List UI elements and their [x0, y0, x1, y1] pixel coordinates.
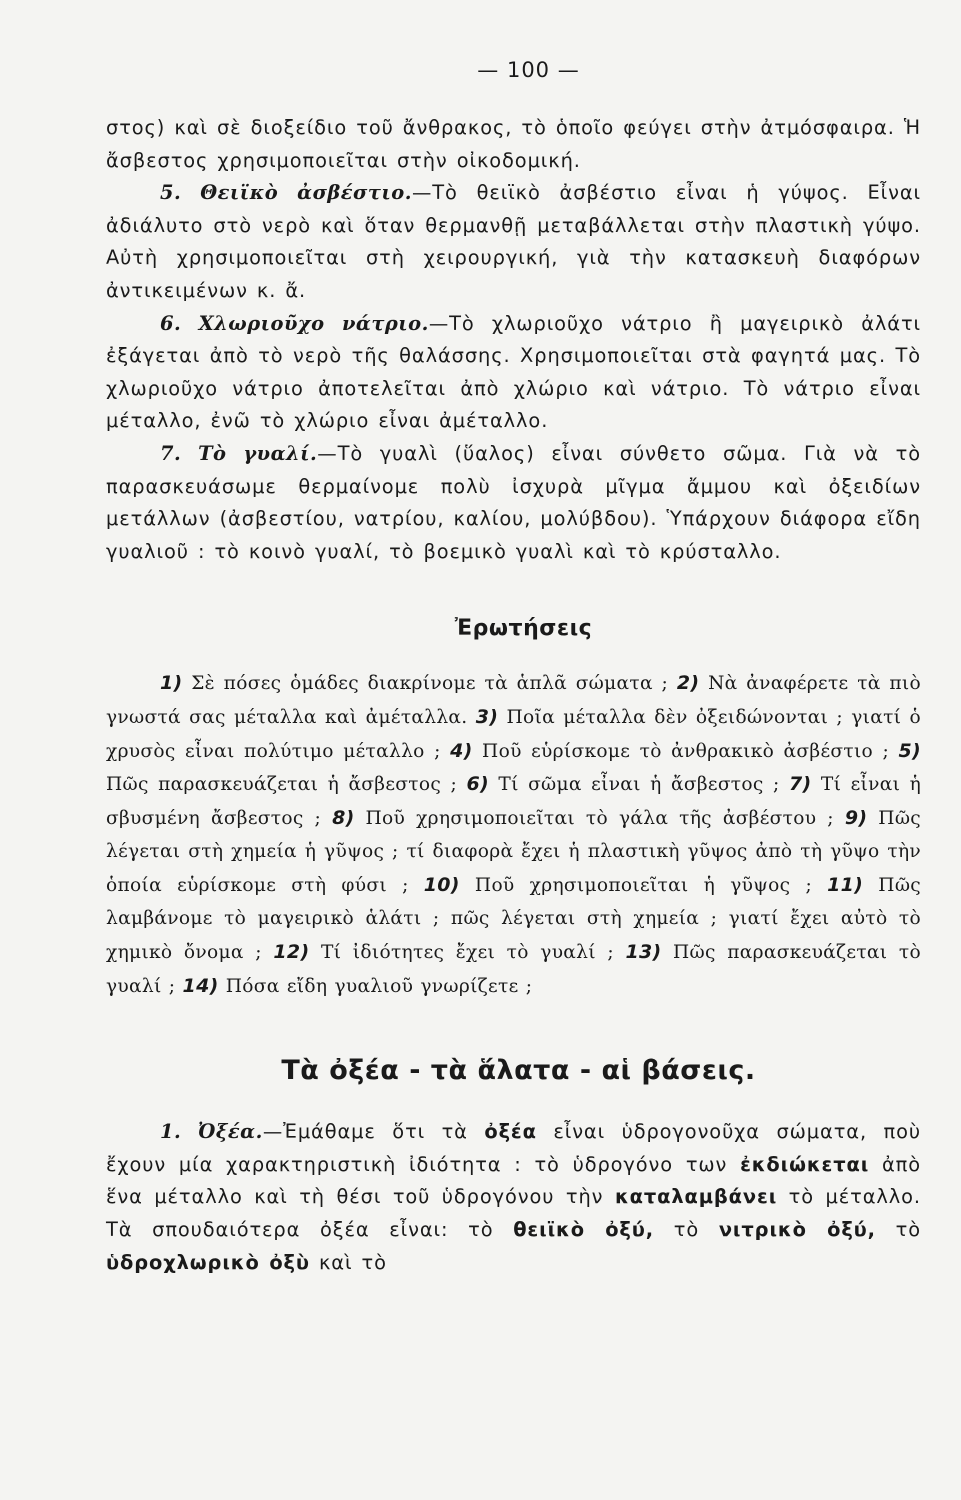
- acids-term: νιτρικὸ ὀξύ,: [718, 1218, 876, 1242]
- question-number: 1): [160, 672, 183, 695]
- acids-text: —Ἐμάθαμε ὅτι τὰ: [262, 1120, 485, 1144]
- chapter-body: [106, 1116, 921, 1279]
- acids-text: καὶ τὸ: [309, 1250, 387, 1274]
- question-text: Τί σῶμα εἶναι ἡ ἄσβεστος ;: [488, 774, 789, 796]
- section-5-heading: 5. Θειϊκὸ ἀσβέστιο.: [160, 181, 412, 205]
- question-number: 8): [332, 806, 355, 829]
- acids-term: καταλαμβάνει: [614, 1185, 778, 1209]
- question-text: Τί εἶναι ἡ σβυσμένη ἄσβεστος ;: [106, 774, 922, 829]
- questions-block: [106, 667, 921, 1003]
- question-number: 12): [273, 941, 310, 964]
- acids-text: εἶναι ὑδρογονοῦχα σώματα, ποὺ ἔχουν μία χαρακτηριστικὴ ἰδιότητα : τὸ ὑδρογόνο των: [106, 1120, 921, 1176]
- question-text: Πῶς λαμβάνομε τὸ μαγειρικὸ ἁλάτι ; πῶς λέγεται στὴ χημεία ; γιατί ἔχει αὐτὸ τὸ χημικὸ ὄνομα ;: [106, 874, 921, 964]
- question-text: Ποῦ χρησιμοποιεῖται τὸ γάλα τῆς ἀσβέστου ;: [354, 807, 845, 829]
- paragraph-acids: [106, 1116, 921, 1279]
- question-number: 5): [898, 739, 921, 762]
- question-text: Πῶς λέγεται στὴ χημεία ἡ γῦψος ; τί διαφορὰ ἔχει ἡ πλαστικὴ γῦψος ἀπὸ τὴ γῦψο τὴν ὁποία εὑρίσκομε στὴ φύσι ;: [106, 807, 921, 896]
- page-number: — 100 —: [477, 58, 580, 82]
- paragraph-section-6: [106, 308, 921, 438]
- question-number: 11): [827, 873, 864, 896]
- question-text: Ποῖα μέταλλα δὲν ὀξειδώνονται ; γιατί ὁ χρυσὸς εἶναι πολύτιμο μέταλλο ;: [106, 706, 921, 762]
- body-text: [106, 112, 921, 568]
- acids-heading: 1. Ὀξέα.: [160, 1120, 263, 1144]
- acids-term: ὑδροχλωρικὸ ὀξὺ: [106, 1250, 310, 1274]
- question-text: Ποῦ εὑρίσκομε τὸ ἀνθρακικὸ ἀσβέστιο ;: [472, 740, 899, 762]
- question-text: Τί ἰδιότητες ἔχει τὸ γυαλί ;: [309, 942, 626, 964]
- paragraph-section-7: [106, 438, 921, 568]
- acids-text: τὸ: [875, 1218, 922, 1242]
- questions-paragraph: [106, 667, 921, 1003]
- questions-heading: Ἐρωτήσεις: [454, 616, 593, 642]
- paragraph-intro: στος) καὶ σὲ διοξείδιο τοῦ ἄνθρακος, τὸ ὁποῖο φεύγει στὴν ἀτμόσφαιρα. Ἡ ἄσβεστος χρησιμοποιεῖται στὴν οἰκοδομική.: [106, 116, 921, 172]
- question-text: Πόσα εἴδη γυαλιοῦ γνωρίζετε ;: [218, 975, 533, 997]
- section-7-text: —Τὸ γυαλὶ (ὕαλος) εἶναι σύνθετο σῶμα. Γιὰ νὰ τὸ παρασκευάσωμε θερμαίνομε πολὺ ἰσχυρὰ μῖγμα ἄμμου καὶ ὀξειδίων μετάλλων (ἀσβεστίου, νατρίου, καλίου, μολύβδου). Ὑπάρχουν διάφορα εἴδη γυαλιοῦ : τὸ κοινὸ γυαλί, τὸ βοεμικὸ γυαλὶ καὶ τὸ κρύσταλλο.: [106, 441, 922, 563]
- section-6-heading: 6. Χλωριοῦχο νάτριο.: [160, 311, 429, 335]
- acids-text: τὸ μέταλλο. Τὰ σπουδαιότερα ὀξέα εἶναι: τὸ: [106, 1185, 921, 1242]
- question-text: Σὲ πόσες ὁμάδες διακρίνομε τὰ ἁπλᾶ σώματα ;: [182, 673, 677, 695]
- acids-term: θειϊκὸ ὀξύ,: [513, 1218, 655, 1242]
- acids-text: τὸ: [654, 1218, 719, 1242]
- question-number: 2): [676, 672, 700, 695]
- section-6-text: —Τὸ χλωριοῦχο νάτριο ἢ μαγειρικὸ ἀλάτι ἐξάγεται ἀπὸ τὸ νερὸ τῆς θαλάσσης. Χρησιμοποιεῖται στὰ φαγητά μας. Τὸ χλωριοῦχο νάτριο ἀποτελεῖται ἀπὸ χλώριο καὶ νάτριο. Τὸ νάτριο εἶναι μέταλλο, ἐνῶ τὸ χλώριο εἶναι ἀμέταλλο.: [106, 311, 921, 433]
- paragraph-section-5: [106, 177, 921, 307]
- question-number: 6): [466, 773, 489, 796]
- question-number: 4): [450, 739, 473, 762]
- section-7-heading: 7. Τὸ γυαλί.: [160, 441, 318, 465]
- acids-term: ἐκδιώκεται: [740, 1152, 870, 1176]
- question-number: 13): [625, 941, 662, 964]
- acids-text: ἀπὸ ἕνα μέταλλο καὶ τὴ θέσι τοῦ ὑδρογόνου τὴν: [106, 1152, 921, 1209]
- acids-term: ὀξέα: [484, 1120, 537, 1144]
- question-number: 10): [423, 873, 460, 896]
- question-text: Πῶς παρασκευάζεται ἡ ἄσβεστος ;: [106, 774, 467, 796]
- question-text: Πῶς παρασκευάζεται τὸ γυαλί ;: [106, 942, 921, 997]
- question-number: 9): [844, 806, 868, 829]
- section-5-text: —Τὸ θειϊκὸ ἀσβέστιο εἶναι ἡ γύψος. Εἶναι ἀδιάλυτο στὸ νερὸ καὶ ὅταν θερμανθῇ μεταβάλλεται στὴν πλαστικὴ γύψο. Αὐτὴ χρησιμοποιεῖται στὴ χειρουργική, γιὰ τὴν κατασκευὴ διαφόρων ἀντικειμένων κ. ἄ.: [106, 181, 921, 302]
- chapter-heading: Τὰ ὀξέα - τὰ ἅλατα - αἱ βάσεις.: [281, 1055, 756, 1087]
- question-number: 3): [475, 705, 499, 728]
- question-text: Ποῦ χρησιμοποιεῖται ἡ γῦψος ;: [459, 874, 828, 896]
- question-text: Νὰ ἀναφέρετε τὰ πιὸ γνωστά σας μέταλλα καὶ ἀμέταλλα.: [106, 673, 921, 728]
- question-number: 7): [788, 773, 812, 796]
- question-number: 14): [182, 974, 219, 997]
